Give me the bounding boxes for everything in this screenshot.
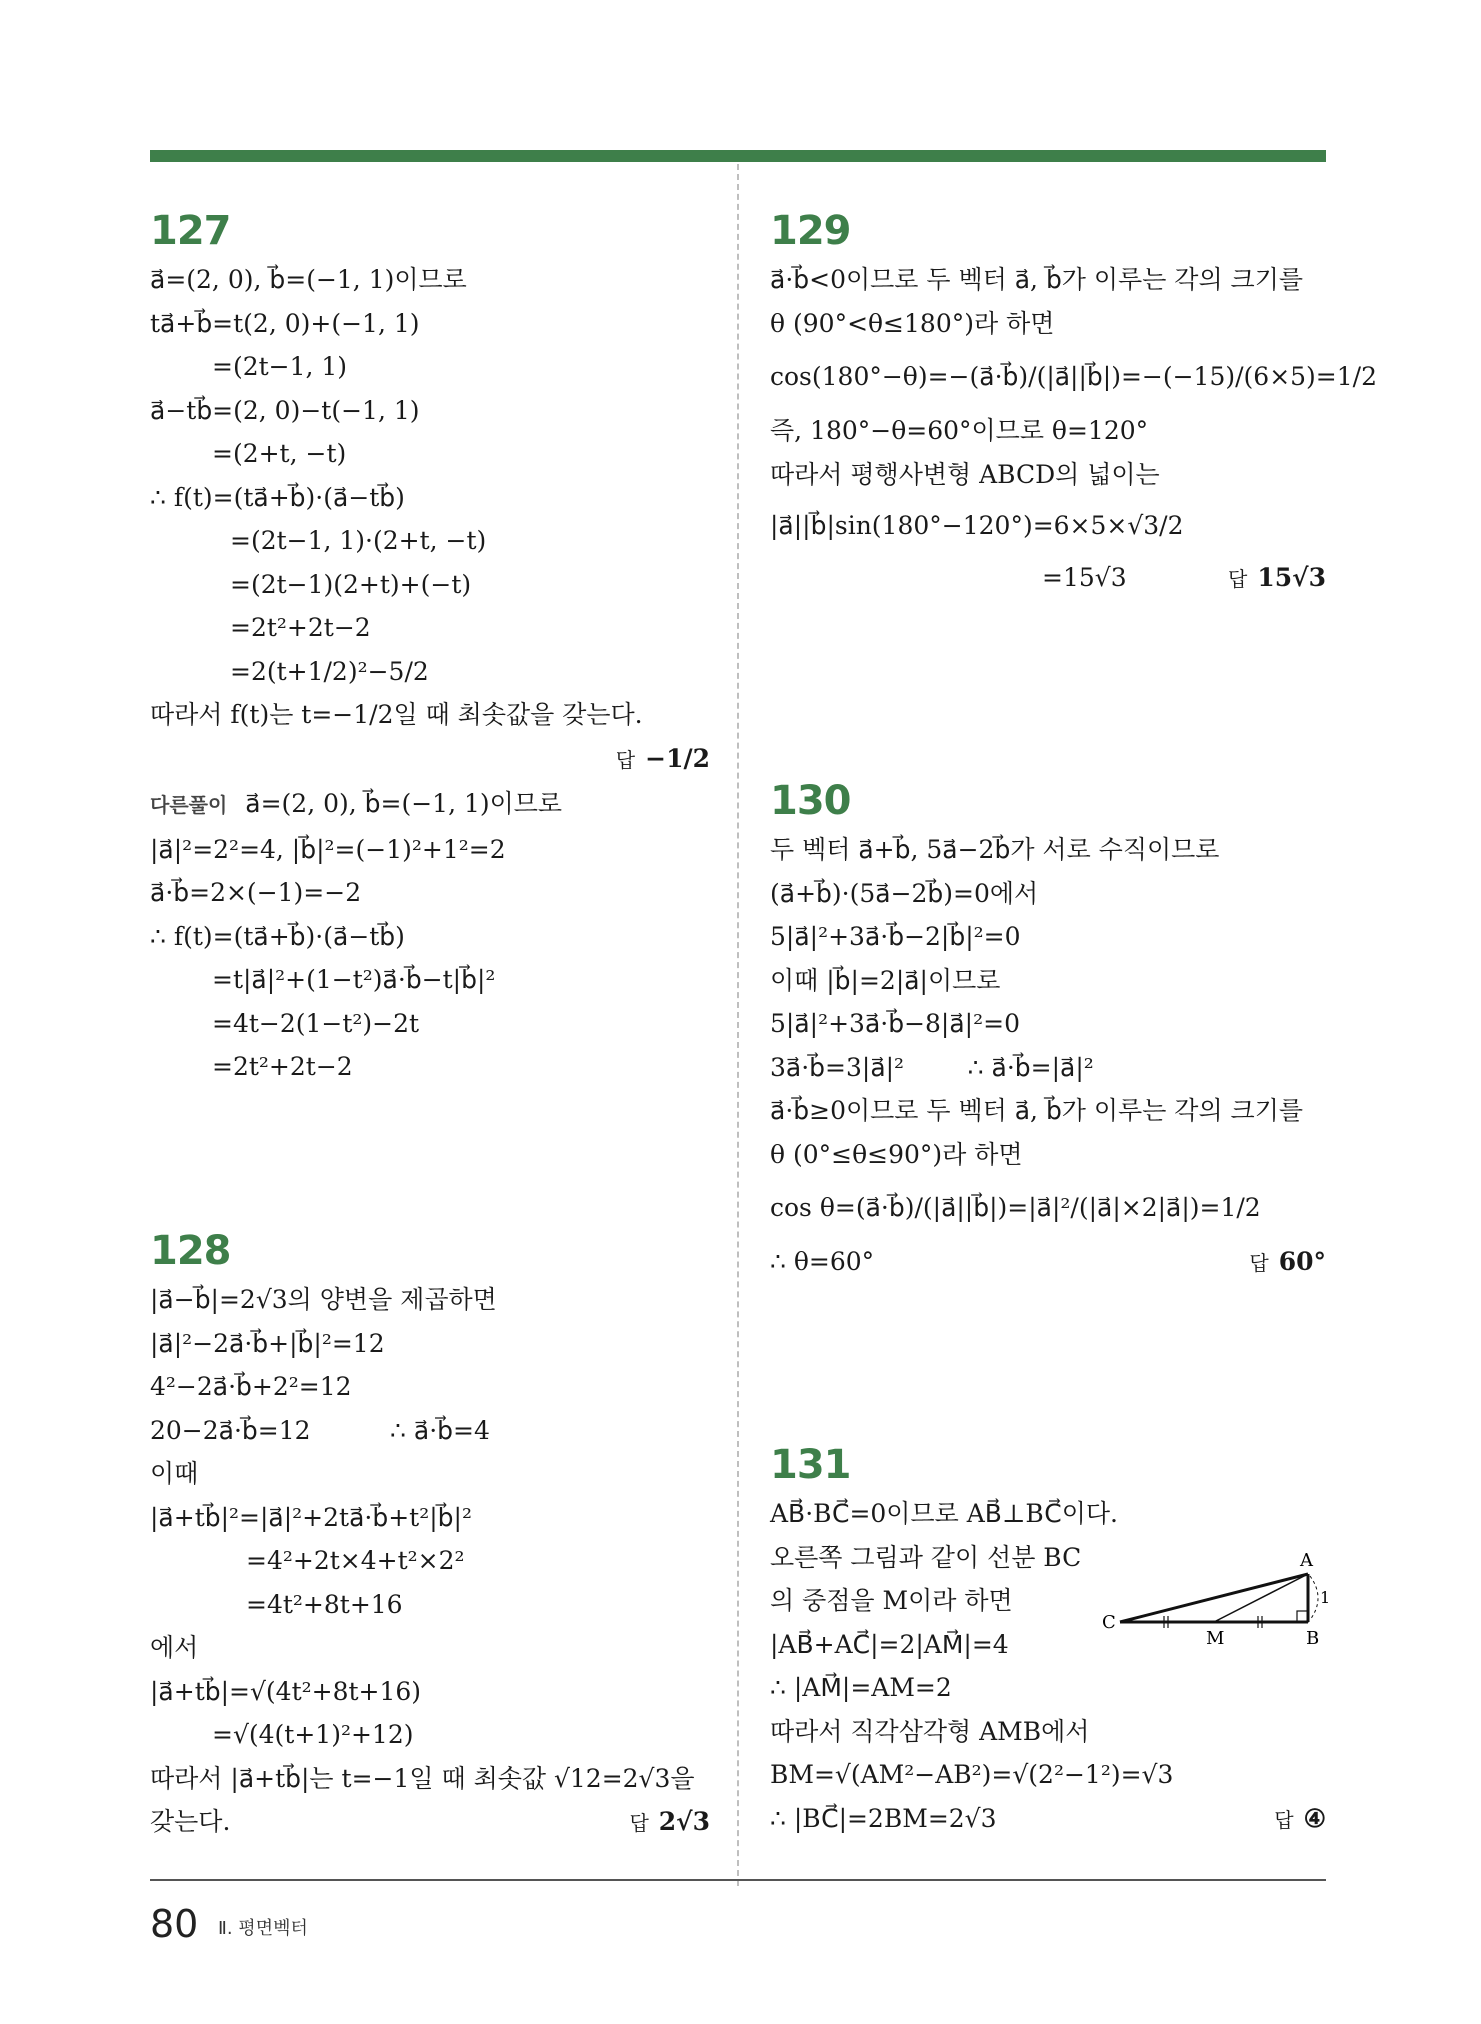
right-column [770,206,1377,602]
p127-line: a⃗=(2, 0), b⃗=(−1, 1)이므로 [150,265,467,294]
segment-am [1214,1574,1308,1622]
p129-line: 즉, 180°−θ=60°이므로 θ=120° [770,416,1149,445]
answer-label: 답 [1274,1807,1294,1832]
p128-line: |a⃗+tb⃗|=√(4t²+8t+16) [150,1676,422,1706]
answer-label: 답 [1249,1251,1269,1275]
p129-line: |a⃗||b⃗|sin(180°−120°)=6×5×√3/2 [770,511,1184,540]
answer-130 [1249,1240,1326,1286]
p130-line: ∴ θ=60° [770,1247,875,1276]
p130-line: 이때 |b⃗|=2|a⃗|이므로 [770,965,1001,995]
left-column-lower [150,1226,710,1846]
p128-line: |a⃗|²−2a⃗·b⃗+|b⃗|²=12 [150,1328,385,1358]
p131-line: 의 중점을 M이라 하면 [770,1586,1013,1615]
answer-131 [1274,1797,1326,1843]
p128-line: 4²−2a⃗·b⃗+2²=12 [150,1372,352,1401]
vertex-a-label: A [1300,1550,1313,1571]
p127-alt-line: =t|a⃗|²+(1−t²)a⃗·b⃗−t|b⃗|² [212,965,496,994]
p131-line: 오른쪽 그림과 같이 선분 BC [770,1542,1082,1572]
right-triangle-figure [1100,1536,1330,1646]
p127-alt-line: a⃗·b⃗=2×(−1)=−2 [150,878,362,907]
top-accent-bar [150,150,1326,162]
p127-line: =(2t−1, 1)·(2+t, −t) [230,526,487,555]
p127-alt-line: |a⃗|²=2²=4, |b⃗|²=(−1)²+1²=2 [150,834,506,864]
vertex-c-label: C [1102,1612,1116,1633]
p127-line: 따라서 f(t)는 t=−1/2일 때 최솟값을 갖는다. [150,700,643,729]
answer-label: 답 [615,747,636,772]
vertex-b-label: B [1306,1628,1320,1646]
alt-solution-label: 다른풀이 [150,793,228,817]
answer-127 [150,737,710,783]
p131-last-row [770,1797,1326,1843]
side-ab-brace [1310,1576,1318,1620]
p130-line: 3a⃗·b⃗=3|a⃗|² ∴ a⃗·b⃗=|a⃗|² [770,1052,1094,1082]
p128-line: |a⃗−b⃗|=2√3의 양변을 제곱하면 [150,1285,497,1314]
column-divider [737,164,739,1886]
midpoint-m-label: M [1206,1628,1225,1646]
p130-last-row [770,1240,1326,1286]
p128-line: 20−2a⃗·b⃗=12 ∴ a⃗·b⃗=4 [150,1415,490,1445]
p130-line: (a⃗+b⃗)·(5a⃗−2b⃗)=0에서 [770,878,1039,908]
p130-line: θ (0°≤θ≤90°)라 하면 [770,1139,1023,1169]
p131-line: 따라서 직각삼각형 AMB에서 [770,1716,1090,1746]
answer-value: 60° [1278,1247,1326,1276]
p127-line: =(2t−1)(2+t)+(−t) [230,569,472,599]
p127-line: =2t²+2t−2 [230,613,371,642]
problem-number-128: 128 [150,1228,231,1274]
p127-line: ta⃗+b⃗=t(2, 0)+(−1, 1) [150,308,420,338]
answer-value: ④ [1303,1803,1326,1833]
p128-line: 따라서 |a⃗+tb⃗|는 t=−1일 때 최솟값 √12=2√3을 [150,1763,695,1793]
p127-alt-first-line: 다른풀이 a⃗=(2, 0), b⃗=(−1, 1)이므로 [150,789,563,818]
p128-line: =√(4(t+1)²+12) [212,1720,414,1749]
p131-line: BM=√(AM²−AB²)=√(2²−1²)=√3 [770,1760,1174,1789]
p131-line: |AB⃗+AC⃗|=2|AM⃗|=4 [770,1629,1009,1659]
segment-ca [1120,1574,1308,1622]
problem-number-127: 127 [150,208,231,254]
p128-line: 이때 [150,1459,199,1488]
p128-line: =4²+2t×4+t²×2² [246,1546,465,1575]
answer-value: 15√3 [1257,563,1326,592]
right-column-mid [770,776,1326,1286]
p129-line: 따라서 평행사변형 ABCD의 넓이는 [770,459,1160,489]
p129-line: a⃗·b⃗<0이므로 두 벡터 a⃗, b⃗가 이루는 각의 크기를 [770,265,1304,294]
p128-line: 갖는다. [150,1807,231,1836]
answer-value: 2√3 [658,1807,710,1836]
p130-line: cos θ=(a⃗·b⃗)/(|a⃗||b⃗|)=|a⃗|²/(|a⃗|×2|a⃗|)=1/2 [770,1193,1261,1222]
p130-line: 5|a⃗|²+3a⃗·b⃗−8|a⃗|²=0 [770,1009,1020,1038]
p129-line: cos(180°−θ)=−(a⃗·b⃗)/(|a⃗||b⃗|)=−(−15)/(6×5)=1/2 [770,362,1377,391]
answer-128 [629,1800,710,1846]
footer-rule [150,1879,1326,1881]
p130-line: a⃗·b⃗≥0이므로 두 벡터 a⃗, b⃗가 이루는 각의 크기를 [770,1096,1304,1125]
page-number: 80 [150,1902,199,1946]
answer-value: −1/2 [645,743,710,773]
section-title: Ⅱ. 평면벡터 [218,1918,308,1939]
p127-line: =2(t+1/2)²−5/2 [230,656,429,686]
p127-line: =(2+t, −t) [212,439,347,468]
answer-129 [1228,556,1326,602]
problem-number-130: 130 [770,778,851,824]
answer-label: 답 [629,1811,649,1835]
p127-alt-line: =2t²+2t−2 [212,1052,353,1081]
p128-last-row [150,1800,710,1846]
answer-label: 답 [1228,567,1248,591]
p131-line: ∴ |AM⃗|=AM=2 [770,1673,952,1702]
problem-number-129: 129 [770,208,851,254]
left-column [150,206,710,1089]
p127-line: a⃗−tb⃗=(2, 0)−t(−1, 1) [150,395,420,425]
p129-last-row [770,556,1326,602]
p128-line: =4t²+8t+16 [246,1589,403,1619]
problem-number-131: 131 [770,1442,851,1488]
p131-line: AB⃗·BC⃗=0이므로 AB⃗⊥BC⃗이다. [770,1499,1118,1528]
p127-line: =(2t−1, 1) [212,352,348,381]
p130-line: 5|a⃗|²+3a⃗·b⃗−2|b⃗|²=0 [770,922,1021,951]
p129-line: =15√3 [1042,563,1127,592]
p129-line: θ (90°<θ≤180°)라 하면 [770,308,1055,338]
right-angle-mark [1297,1611,1308,1622]
p128-line: 에서 [150,1633,199,1662]
p127-line: ∴ f(t)=(ta⃗+b⃗)·(a⃗−tb⃗) [150,482,405,512]
p128-line: |a⃗+tb⃗|²=|a⃗|²+2ta⃗·b⃗+t²|b⃗|² [150,1502,472,1532]
p130-line: 두 벡터 a⃗+b⃗, 5a⃗−2b⃗가 서로 수직이므로 [770,835,1220,864]
side-ab-length: 1 [1320,1588,1330,1607]
p131-line: ∴ |BC⃗|=2BM=2√3 [770,1803,997,1833]
p127-alt-line: ∴ f(t)=(ta⃗+b⃗)·(a⃗−tb⃗) [150,921,405,951]
p127-alt-line: =4t−2(1−t²)−2t [212,1008,420,1038]
